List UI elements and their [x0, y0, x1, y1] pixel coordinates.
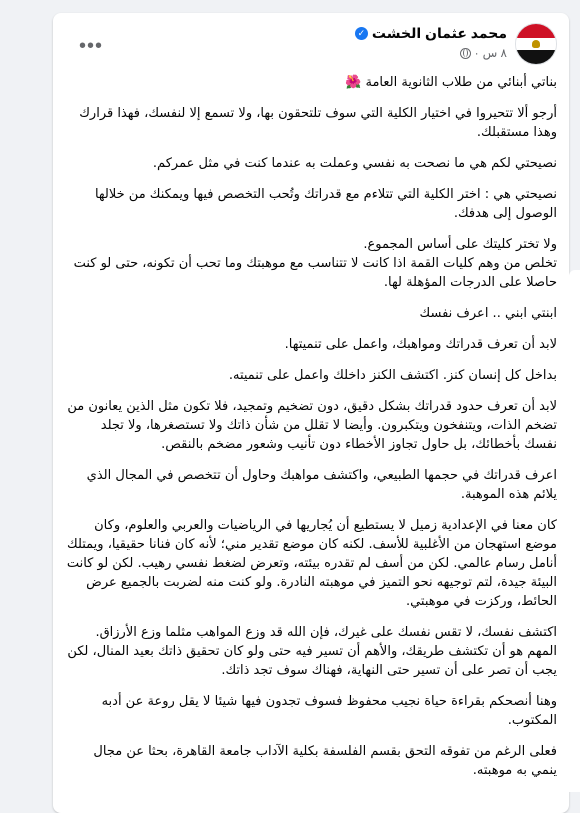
post-paragraph [66, 73, 557, 92]
flag-black-band [516, 50, 556, 64]
post-paragraph: اعرف قدراتك في حجمها الطبيعي، واكتشف مواهبك وحاول أن تتخصص في المجال الذي يلائم هذه الموهبة. [86, 468, 557, 502]
post-paragraph: كان معنا في الإعدادية زميل لا يستطيع أن يُجاريها في الرياضيات والعربي والعلوم، وكان موضع استهجان من الأغلبية للأسف. لكنه كان موضع تقدير مني؛ لأنه كان فنانا حقيقيا، ويمتلك أنامل رسام عالمي. لكن من أسف لم تقدره بيئته، وتعرض لضغط نفسي رهيب. لكن لو كانت البيئة جيدة، لتم توجيهه نحو التميز في موهبته النادرة. ولو كنت منه لضربت بالجميع عرض الحائط، وركزت في موهبتي. [66, 518, 557, 609]
post-paragraph: نصيحتي لكم هي ما نصحت به نفسي وعملت به عندما كنت في مثل عمركم. [152, 156, 557, 171]
post-card [53, 13, 569, 813]
post-meta [355, 46, 507, 60]
flag-white-band [516, 38, 556, 51]
post-paragraph: اكتشف نفسك، لا تقس نفسك على غيرك، فإن الله قد وزع المواهب مثلما وزع الأرزاق. المهم هو أن تكتشف طريقك، والأهم أن تسير فيه حتى ولو كان تحقيق ذاتك بعيد المنال، لكن يجب أن تصر على أن تسير حتى النهاية، فهناك سوف تجد ذاتك. [67, 625, 557, 678]
post-paragraph: لابد أن تعرف حدود قدراتك بشكل دقيق، دون تضخيم وتمجيد، فلا تكون مثل الذين يعانون من تضخم الذات، ويتنفخون ويتكبرون. وأيضا لا تقلل من شأن ذاتك ولا تستصغرها، ولا تجلد نفسك بأخطائك، بل حاول تجاوز الأخطاء دون تأنيب وشعور مضخم بالنقص. [67, 399, 557, 452]
meta-separator: · [474, 46, 479, 60]
post-paragraph: فعلى الرغم من تفوقه التحق بقسم الفلسفة بكلية الآداب جامعة القاهرة، بحثا عن مجال ينمي به موهبته. [93, 744, 557, 778]
hibiscus-icon: 🌺 [345, 75, 362, 90]
adjacent-panel-edge [569, 270, 580, 792]
post-text [66, 73, 557, 792]
eagle-emblem-icon [532, 40, 540, 48]
author-name[interactable]: محمد عثمان الخشت [371, 25, 507, 41]
post-paragraph: بداخل كل إنسان كنز. اكتشف الكنز داخلك واعمل على تنميته. [228, 368, 557, 383]
post-paragraph: ولا تختر كليتك على أساس المجموع. تخلص من وهم كليات القمة اذا كانت لا تتناسب مع موهبتك وما تحب أن تكونه، حتى لو كنت حاصلا على الدرجات المؤهلة لها. [73, 237, 557, 290]
flag-red-band [516, 24, 556, 38]
verified-badge-icon: ✓ [355, 27, 368, 40]
post-time[interactable]: ٨ س [482, 46, 507, 60]
globe-icon[interactable] [460, 48, 471, 59]
post-paragraph: نصيحتي هي : اختر الكلية التي تتلاءم مع قدراتك وتُحب التخصص فيها ويمكنك من خلالها الوصول إلى هدفك. [94, 187, 557, 221]
post-paragraph: لابد أن تعرف قدراتك ومواهبك، واعمل على تنميتها. [284, 337, 557, 352]
post-paragraph: وهنا أنصحكم بقراءة حياة نجيب محفوظ فسوف تجدون فيها شيئا لا يقل روعة عن أدبه المكتوب. [101, 694, 557, 728]
avatar[interactable] [515, 23, 557, 65]
post-header [65, 23, 557, 69]
more-options-button[interactable]: ••• [79, 35, 104, 57]
author-row [355, 25, 507, 42]
post-paragraph: ابنتي ابني .. اعرف نفسك [419, 306, 557, 321]
paragraph-text: بناتي أبنائي من طلاب الثانوية العامة [365, 75, 557, 90]
post-paragraph: أرجو ألا تتحيروا في اختيار الكلية التي سوف تلتحقون بها، ولا تسمع إلا لنفسك، فهذا قرارك وهذا مستقبلك. [79, 106, 557, 140]
author-block [355, 25, 507, 60]
